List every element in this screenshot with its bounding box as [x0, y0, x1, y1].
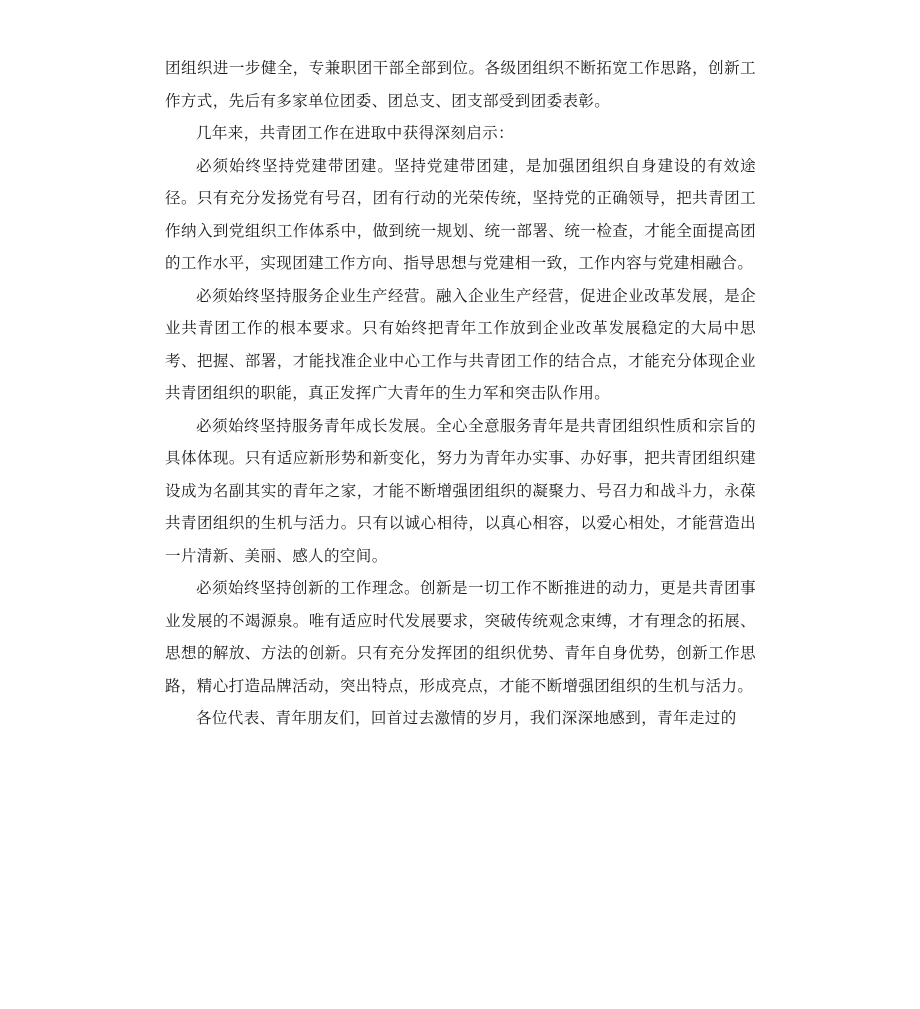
- document-page: [165, 52, 756, 735]
- paragraph-innovation: 必须始终坚持创新的工作理念。创新是一切工作不断推进的动力，更是共青团事业发展的不竭源泉。唯有适应时代发展要求，突破传统观念束缚，才有理念的拓展、思想的解放、方法的创新。只有充分发挥团的组织优势、青年自身优势，创新工作思路，精心打造品牌活动，突出特点，形成亮点，才能不断增强团组织的生机与活力。: [165, 579, 756, 695]
- paragraph-serve-enterprise: 必须始终坚持服务企业生产经营。融入企业生产经营，促进企业改革发展，是企业共青团工作的根本要求。只有始终把青年工作放到企业改革发展稳定的大局中思考、把握、部署，才能找准企业中心工作与共青团工作的结合点，才能充分体现企业共青团组织的职能，真正发挥广大青年的生力军和突击队作用。: [165, 286, 756, 402]
- paragraph-closing: 各位代表、青年朋友们，回首过去激情的岁月，我们深深地感到，青年走过的: [196, 709, 737, 727]
- paragraph-insights-intro: 几年来，共青团工作在进取中获得深刻启示：: [196, 124, 515, 142]
- paragraph-serve-youth: 必须始终坚持服务青年成长发展。全心全意服务青年是共青团组织性质和宗旨的具体体现。只有适应新形势和新变化，努力为青年办实事、办好事，把共青团组织建设成为名副其实的青年之家，才能不断增强团组织的凝聚力、号召力和战斗力，永葆共青团组织的生机与活力。只有以诚心相待，以真心相容，以爱心相处，才能营造出一片清新、美丽、感人的空间。: [165, 416, 756, 565]
- paragraph-party-building: 必须始终坚持党建带团建。坚持党建带团建，是加强团组织自身建设的有效途径。只有充分发扬党有号召，团有行动的光荣传统，坚持党的正确领导，把共青团工作纳入到党组织工作体系中，做到统一规划、统一部署、统一检查，才能全面提高团的工作水平，实现团建工作方向、指导思想与党建相一致，工作内容与党建相融合。: [165, 156, 756, 272]
- paragraph-continuation: 团组织进一步健全，专兼职团干部全部到位。各级团组织不断拓宽工作思路，创新工作方式，先后有多家单位团委、团总支、团支部受到团委表彰。: [165, 59, 756, 110]
